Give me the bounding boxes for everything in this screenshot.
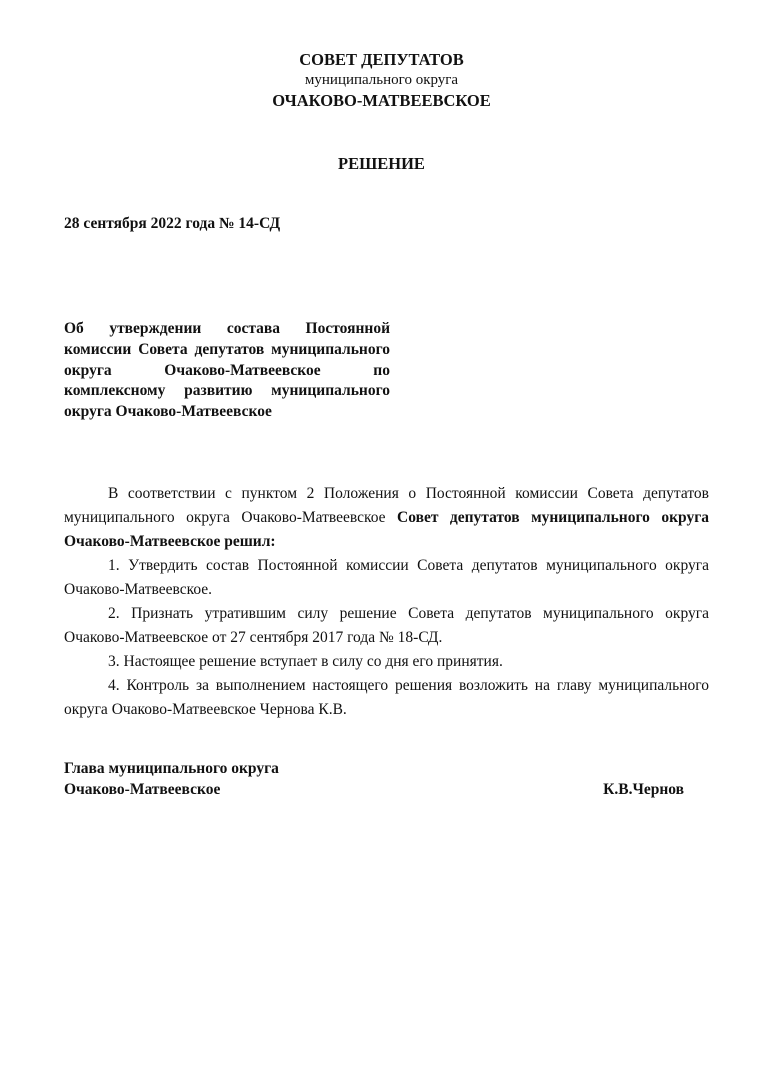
- signatory-name: К.В.Чернов: [603, 781, 684, 798]
- date-and-number: 28 сентября 2022 года № 14-СД: [64, 215, 281, 232]
- preamble-text: В соответствии с пунктом 2 Положения о Постоянной комиссии Совета депутатов муниципального округа Очаково-Матвеевское: [64, 485, 709, 526]
- list-item: 1. Утвердить состав Постоянной комиссии Совета депутатов муниципального округа Очаково-Матвеевское.: [64, 557, 709, 598]
- org-district: ОЧАКОВО-МАТВЕЕВСКОЕ: [272, 91, 491, 110]
- preamble-decision: Совет депутатов муниципального округа Очаково-Матвеевское решил:: [64, 509, 709, 550]
- list-item: 4. Контроль за выполнением настоящего решения возложить на главу муниципального округа Очаково-Матвеевское Чернова К.В.: [64, 677, 709, 718]
- org-name: СОВЕТ ДЕПУТАТОВ: [299, 50, 464, 69]
- document-subject: Об утверждении состава Постоянной комиссии Совета депутатов муниципального округа Очаково-Матвеевское по комплексному развитию муниципального округа Очаково-Матвеевское: [64, 320, 390, 421]
- signature-title-line2: Очаково-Матвеевское: [64, 781, 221, 798]
- list-item: 2. Признать утратившим силу решение Совета депутатов муниципального округа Очаково-Матвеевское от 27 сентября 2017 года № 18-СД.: [64, 605, 709, 646]
- signature-title-line1: Глава муниципального округа: [64, 760, 279, 777]
- document-header: [0, 49, 763, 111]
- org-subtitle: муниципального округа: [304, 72, 459, 88]
- document-body: [64, 482, 709, 722]
- preamble: [64, 482, 709, 554]
- document-type: РЕШЕНИЕ: [338, 154, 425, 173]
- signature-line: [64, 779, 684, 800]
- signature-block: [64, 758, 684, 800]
- list-item: 3. Настоящее решение вступает в силу со дня его принятия.: [108, 653, 503, 670]
